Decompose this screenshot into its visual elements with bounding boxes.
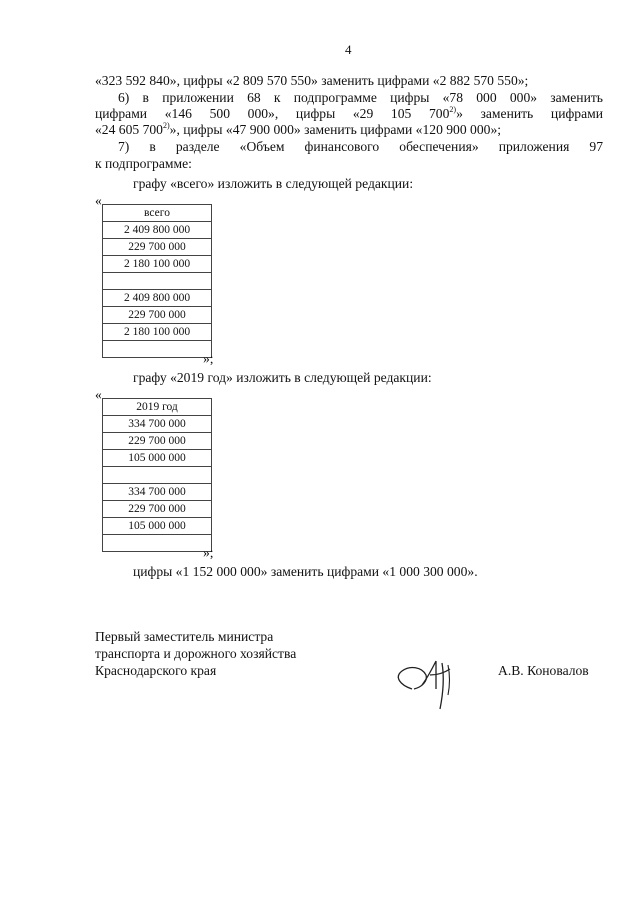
table-cell: 2 409 800 000 xyxy=(103,290,212,307)
table-cell: 334 700 000 xyxy=(103,484,212,501)
table-cell: 105 000 000 xyxy=(103,450,212,467)
paragraph-line: графу «всего» изложить в следующей редакции: xyxy=(133,176,414,191)
paragraph-line: цифрами «146 500 000», цифры «29 105 700$^{2)}$» заменить цифрами xyxy=(95,105,603,121)
paragraph-line: «323 592 840», цифры «2 809 570 550» заменить цифрами «2 882 570 550»; xyxy=(95,73,529,88)
table-cell: 229 700 000 xyxy=(103,239,212,256)
signatory-title-line: Краснодарского края xyxy=(95,663,217,678)
paragraph-line: цифры «1 152 000 000» заменить цифрами «1 000 300 000». xyxy=(133,564,478,579)
table-cell xyxy=(103,341,212,358)
table-cell xyxy=(103,273,212,290)
table-cell xyxy=(103,467,212,484)
table-cell: 334 700 000 xyxy=(103,416,212,433)
table-cell: 229 700 000 xyxy=(103,501,212,518)
table-total xyxy=(102,204,212,358)
signatory-title-line: Первый заместитель министра xyxy=(95,629,274,644)
paragraph-line: к подпрограмме: xyxy=(95,156,192,171)
page-number: 4 xyxy=(345,42,352,57)
table-2019 xyxy=(102,398,212,552)
table-header: 2019 год xyxy=(103,399,212,416)
table-cell: 229 700 000 xyxy=(103,307,212,324)
quote-open: « xyxy=(95,387,102,402)
table-header: всего xyxy=(103,205,212,222)
table-cell: 2 409 800 000 xyxy=(103,222,212,239)
paragraph-line: 7) в разделе «Объем финансового обеспечения» приложения 97 xyxy=(118,139,603,154)
paragraph-line: 6) в приложении 68 к подпрограмме цифры «78 000 000» заменить xyxy=(118,90,603,105)
handwritten-signature xyxy=(392,655,464,713)
paragraph-line: «24 605 700$^{2)}$», цифры «47 900 000» заменить цифрами «120 900 000»; xyxy=(95,121,502,137)
signatory-name: А.В. Коновалов xyxy=(498,663,589,678)
table-cell: 2 180 100 000 xyxy=(103,256,212,273)
signatory-title-line: транспорта и дорожного хозяйства xyxy=(95,646,297,661)
table-cell: 229 700 000 xyxy=(103,433,212,450)
table-cell: 2 180 100 000 xyxy=(103,324,212,341)
table-cell xyxy=(103,535,212,552)
quote-open: « xyxy=(95,193,102,208)
paragraph-line: графу «2019 год» изложить в следующей редакции: xyxy=(133,370,432,385)
quote-close: »; xyxy=(203,545,214,560)
table-cell: 105 000 000 xyxy=(103,518,212,535)
quote-close: »; xyxy=(203,351,214,366)
